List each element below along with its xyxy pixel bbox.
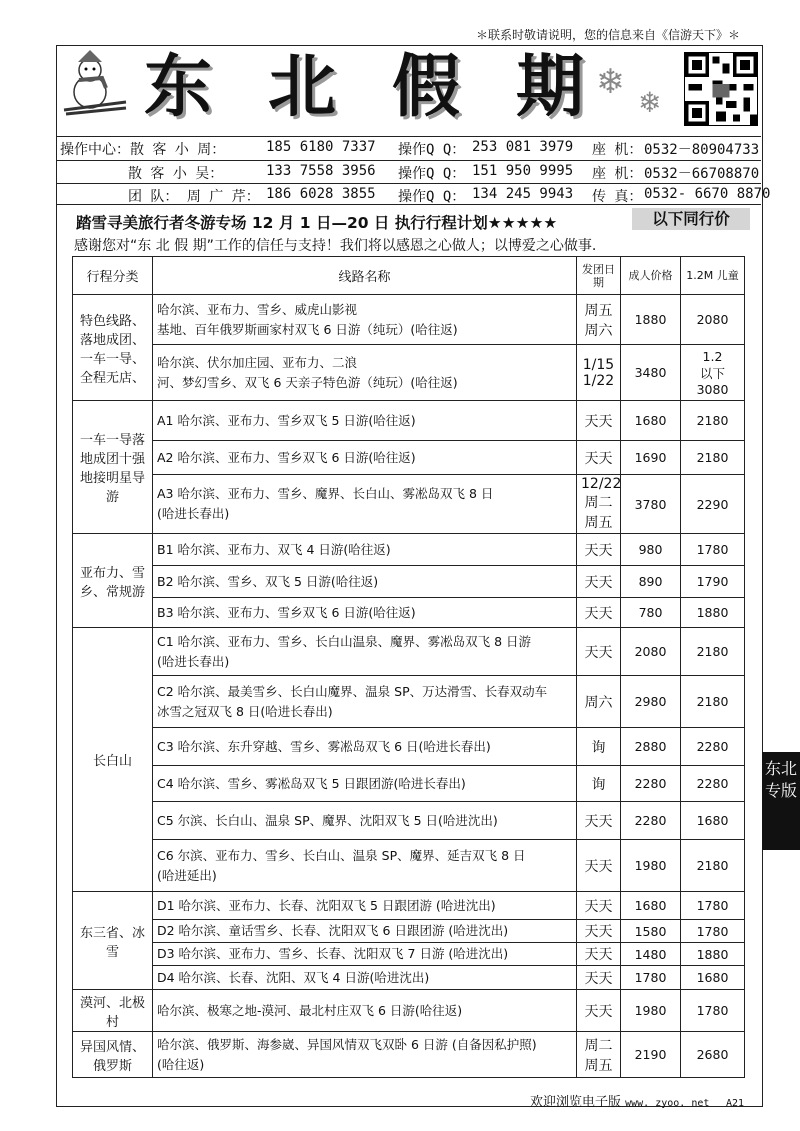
contact-tel-label: 座 机： [592, 142, 643, 158]
route-category: 一车一导落地成团十强地接明星导游 [73, 401, 153, 534]
header-adult-price: 成人价格 [621, 257, 681, 295]
adult-price: 890 [621, 566, 681, 598]
departure-date: 天天 [577, 990, 621, 1032]
route-name: D4 哈尔滨、长春、沈阳、双飞 4 日游(哈进沈出) [153, 966, 577, 990]
child-price: 1780 [681, 990, 745, 1032]
route-name: 哈尔滨、亚布力、雪乡、威虎山影视 基地、百年俄罗斯画家村双飞 6 日游（纯玩）(哈往返) [153, 295, 577, 345]
table-header-row [73, 257, 745, 295]
child-price: 1780 [681, 534, 745, 566]
contact-tel: 0532－80904733 [644, 142, 760, 158]
adult-price: 2880 [621, 728, 681, 766]
table-row [73, 566, 745, 598]
contact-phone: 186 6028 3855 [266, 186, 376, 202]
child-price: 2680 [681, 1032, 745, 1078]
child-price: 1780 [681, 892, 745, 920]
child-price: 2280 [681, 728, 745, 766]
page-title [140, 46, 610, 128]
child-price: 2180 [681, 441, 745, 475]
route-name: A1 哈尔滨、亚布力、雪乡双飞 5 日游(哈往返) [153, 401, 577, 441]
contact-row-3 [56, 183, 771, 205]
adult-price: 2190 [621, 1032, 681, 1078]
page-number: A21 [725, 1098, 744, 1109]
adult-price: 1480 [621, 943, 681, 966]
adult-price: 1980 [621, 840, 681, 892]
contact-phone: 185 6180 7337 [266, 139, 376, 155]
departure-date: 周二 周五 [577, 1032, 621, 1078]
table-row [73, 840, 745, 892]
adult-price: 980 [621, 534, 681, 566]
departure-date: 天天 [577, 598, 621, 628]
qr-code-icon [684, 52, 758, 126]
contact-qq-label: 操作Q Q： [398, 166, 466, 182]
child-price: 2180 [681, 676, 745, 728]
route-name: 哈尔滨、伏尔加庄园、亚布力、二浪 河、梦幻雪乡、双飞 6 天亲子特色游（纯玩）(哈往返) [153, 345, 577, 401]
snowflake-icon: ❄ [638, 86, 662, 119]
table-row [73, 943, 745, 966]
route-name: D3 哈尔滨、亚布力、雪乡、长春、沈阳双飞 7 日游 (哈进沈出) [153, 943, 577, 966]
table-row [73, 892, 745, 920]
contact-phone: 133 7558 3956 [266, 163, 376, 179]
title-char-1: 东 [144, 47, 213, 127]
contact-qq: 151 950 9995 [472, 163, 574, 179]
adult-price: 2080 [621, 628, 681, 676]
table-row [73, 990, 745, 1032]
child-price: 1880 [681, 598, 745, 628]
route-name: C3 哈尔滨、东升穿越、雪乡、雾凇岛双飞 6 日(哈进长春出) [153, 728, 577, 766]
departure-date: 1/15 1/22 [577, 345, 621, 401]
contact-label: 操作中心：散 客 小 周： [60, 142, 226, 158]
peer-price-badge: 以下同行价 [632, 208, 750, 230]
child-price: 2280 [681, 766, 745, 802]
table-row [73, 345, 745, 401]
adult-price: 2280 [621, 766, 681, 802]
table-row [73, 766, 745, 802]
route-name: B2 哈尔滨、雪乡、双飞 5 日游(哈往返) [153, 566, 577, 598]
adult-price: 1680 [621, 401, 681, 441]
contact-qq-label: 操作Q Q： [398, 189, 466, 205]
contact-qq: 134 245 9943 [472, 186, 574, 202]
departure-date: 询 [577, 728, 621, 766]
table-row [73, 802, 745, 840]
adult-price: 2280 [621, 802, 681, 840]
header-route: 线路名称 [153, 257, 577, 295]
table-row [73, 475, 745, 534]
contact-tel: 0532- 6670 8870 [644, 186, 771, 202]
adult-price: 3480 [621, 345, 681, 401]
adult-price: 1580 [621, 920, 681, 943]
route-name: A3 哈尔滨、亚布力、雪乡、魔界、长白山、雾凇岛双飞 8 日 (哈进长春出) [153, 475, 577, 534]
route-name: D2 哈尔滨、童话雪乡、长春、沈阳双飞 6 日跟团游 (哈进沈出) [153, 920, 577, 943]
route-name: C4 哈尔滨、雪乡、雾凇岛双飞 5 日跟团游(哈进长春出) [153, 766, 577, 802]
table-row [73, 534, 745, 566]
child-price: 1790 [681, 566, 745, 598]
contact-qq: 253 081 3979 [472, 139, 574, 155]
table-row [73, 628, 745, 676]
departure-date: 天天 [577, 920, 621, 943]
contact-row-2 [56, 160, 761, 181]
contact-row-1 [56, 136, 761, 157]
child-price: 2180 [681, 401, 745, 441]
route-category: 漠河、北极村 [73, 990, 153, 1032]
departure-date: 天天 [577, 966, 621, 990]
contact-tel-label: 传 真： [592, 189, 643, 205]
departure-date: 周六 [577, 676, 621, 728]
route-name: 哈尔滨、极寒之地-漠河、最北村庄双飞 6 日游(哈往返) [153, 990, 577, 1032]
contact-label: 团 队： 周 广 芹： [128, 189, 260, 205]
child-price: 1780 [681, 920, 745, 943]
table-row [73, 598, 745, 628]
adult-price: 1680 [621, 892, 681, 920]
route-name: D1 哈尔滨、亚布力、长春、沈阳双飞 5 日跟团游 (哈进沈出) [153, 892, 577, 920]
snowman-logo [60, 48, 130, 118]
departure-date: 天天 [577, 441, 621, 475]
child-price: 1680 [681, 802, 745, 840]
departure-date: 天天 [577, 892, 621, 920]
table-row [73, 728, 745, 766]
route-name: 哈尔滨、俄罗斯、海参崴、异国风情双飞双卧 6 日游 (自备因私护照) (哈往返) [153, 1032, 577, 1078]
snowflake-icon: ❄ [596, 62, 625, 102]
route-name: C2 哈尔滨、最美雪乡、长白山魔界、温泉 SP、万达滑雪、长春双动车 冰雪之冠双飞 8 日(哈进长春出) [153, 676, 577, 728]
departure-date: 天天 [577, 840, 621, 892]
route-category: 长白山 [73, 628, 153, 892]
child-price: 2180 [681, 840, 745, 892]
table-row [73, 966, 745, 990]
route-name: C5 尔滨、长白山、温泉 SP、魔界、沈阳双飞 5 日(哈进沈出) [153, 802, 577, 840]
departure-date: 12/22 周二 周五 [577, 475, 621, 534]
adult-price: 2980 [621, 676, 681, 728]
table-row [73, 441, 745, 475]
route-category: 亚布力、雪乡、常规游 [73, 534, 153, 628]
header-category: 行程分类 [73, 257, 153, 295]
departure-date: 天天 [577, 802, 621, 840]
source-note: ＊联系时敬请说明，您的信息来自《信游天下》＊ [475, 28, 740, 42]
contact-tel: 0532－66708870 [644, 166, 760, 182]
contact-tel-label: 座 机： [592, 166, 643, 182]
route-name: A2 哈尔滨、亚布力、雪乡双飞 6 日游(哈往返) [153, 441, 577, 475]
thanks-message: 感谢您对“东 北 假 期”工作的信任与支持！我们将以感恩之心做人；以博爱之心做事. [74, 238, 597, 254]
adult-price: 3780 [621, 475, 681, 534]
header-date: 发团日期 [577, 257, 621, 295]
header-child-price: 1.2M 儿童 [681, 257, 745, 295]
adult-price: 1690 [621, 441, 681, 475]
route-name: C1 哈尔滨、亚布力、雪乡、长白山温泉、魔界、雾凇岛双飞 8 日游 (哈进长春出) [153, 628, 577, 676]
route-name: B1 哈尔滨、亚布力、双飞 4 日游(哈往返) [153, 534, 577, 566]
departure-date: 天天 [577, 943, 621, 966]
adult-price: 1980 [621, 990, 681, 1032]
table-row [73, 1032, 745, 1078]
table-row [73, 295, 745, 345]
contact-label: 散 客 小 吴： [128, 166, 224, 182]
adult-price: 780 [621, 598, 681, 628]
route-category: 东三省、冰雪 [73, 892, 153, 990]
title-char-4: 期 [516, 47, 585, 127]
table-row [73, 920, 745, 943]
footer-url: www. zyoo. net [625, 1098, 710, 1109]
child-price: 1.2 以下 3080 [681, 345, 745, 401]
route-category: 异国风情、俄罗斯 [73, 1032, 153, 1078]
departure-date: 天天 [577, 566, 621, 598]
departure-date: 天天 [577, 401, 621, 441]
child-price: 2290 [681, 475, 745, 534]
child-price: 2180 [681, 628, 745, 676]
title-char-2: 北 [268, 47, 337, 127]
route-category: 特色线路、落地成团、一车一导、全程无店、 [73, 295, 153, 401]
side-tab-northeast: 东北 专版 [762, 752, 800, 850]
child-price: 1880 [681, 943, 745, 966]
route-name: C6 尔滨、亚布力、雪乡、长白山、温泉 SP、魔界、延吉双飞 8 日 (哈进延出) [153, 840, 577, 892]
departure-date: 天天 [577, 534, 621, 566]
departure-date: 天天 [577, 628, 621, 676]
child-price: 1680 [681, 966, 745, 990]
route-name: B3 哈尔滨、亚布力、雪乡双飞 6 日游(哈往返) [153, 598, 577, 628]
footer [530, 1091, 744, 1110]
child-price: 2080 [681, 295, 745, 345]
adult-price: 1880 [621, 295, 681, 345]
title-char-3: 假 [392, 47, 461, 127]
departure-date: 询 [577, 766, 621, 802]
table-row [73, 401, 745, 441]
footer-text: 欢迎浏览电子版 [529, 1095, 621, 1110]
table-row [73, 676, 745, 728]
contact-qq-label: 操作Q Q： [398, 142, 466, 158]
adult-price: 1780 [621, 966, 681, 990]
departure-date: 周五 周六 [577, 295, 621, 345]
itinerary-table [72, 256, 745, 1078]
promo-headline: 踏雪寻美旅行者冬游专场 12 月 1 日—20 日 执行行程计划★★★★★ [76, 214, 558, 232]
